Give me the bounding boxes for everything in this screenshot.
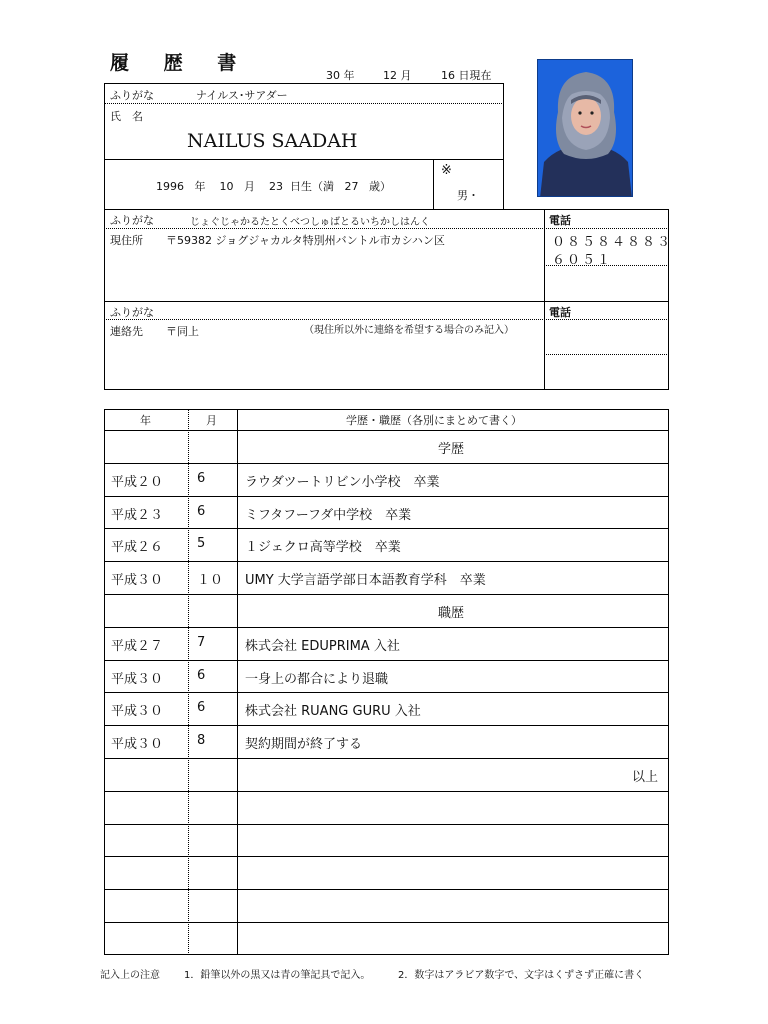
date-day: 16 日現在 xyxy=(441,69,492,82)
history-content: 株式会社 RUANG GURU 入社 xyxy=(245,704,421,719)
applicant-photo xyxy=(537,59,633,197)
history-content: UMY 大学言語学部日本語教育学科 卒業 xyxy=(245,573,486,588)
history-month: 6 xyxy=(197,668,206,683)
address-phone-2: ６０５１ xyxy=(552,253,613,268)
history-month: １０ xyxy=(197,573,224,588)
col-month-header: 月 xyxy=(206,414,217,427)
furigana-name: ナイルス･サアダー xyxy=(196,89,288,102)
address-phone-1: ０８５８４８８３ xyxy=(552,235,673,250)
address-furigana: じょぐじゃかるたとくべつしゅばとるいちかしはんく xyxy=(190,217,430,228)
history-year: 平成２０ xyxy=(111,475,164,490)
footer-label: 記入上の注意 xyxy=(100,970,160,981)
history-month: 7 xyxy=(197,635,206,650)
name-label: 氏 名 xyxy=(110,110,143,123)
history-year: 平成３０ xyxy=(111,737,164,752)
footer-note-2: 2．数字はアラビア数字で、文字はくずさず正確に書く xyxy=(398,970,645,981)
history-content: ミフタフーフダ中学校 卒業 xyxy=(245,508,412,523)
page-title: 履 歴 書 xyxy=(110,52,251,74)
address-furigana-label: ふりがな xyxy=(110,214,154,227)
gender: 男・ xyxy=(457,189,479,202)
furigana-label: ふりがな xyxy=(110,89,154,102)
col-year-header: 年 xyxy=(140,414,151,427)
applicant-name: NAILUS SAADAH xyxy=(187,130,358,152)
history-content: ラウダツートリビン小学校 卒業 xyxy=(245,475,440,490)
history-content: 職歴 xyxy=(438,606,465,621)
footer-note-1: 1．鉛筆以外の黒又は青の筆記具で記入。 xyxy=(184,970,371,981)
history-year: 平成３０ xyxy=(111,672,164,687)
contact-value: 〒同上 xyxy=(166,325,199,338)
history-year: 平成３０ xyxy=(111,704,164,719)
history-content: 株式会社 EDUPRIMA 入社 xyxy=(245,639,400,654)
history-content: １ジェクロ高等学校 卒業 xyxy=(245,540,401,555)
history-month: 5 xyxy=(197,536,206,551)
history-month: 6 xyxy=(197,700,206,715)
history-year: 平成３０ xyxy=(111,573,164,588)
address-phone-label: 電話 xyxy=(549,214,571,227)
history-year: 平成２６ xyxy=(111,540,164,555)
history-year: 平成２７ xyxy=(111,639,164,654)
note-mark: ※ xyxy=(441,163,452,178)
history-content: 契約期間が終了する xyxy=(245,737,363,752)
history-month: 6 xyxy=(197,504,206,519)
date-year: 30 年 xyxy=(326,69,355,82)
history-content: 以上 xyxy=(632,770,659,785)
birth-date: 1996 年 10 月 23 日生（満 27 歳） xyxy=(156,180,391,193)
history-month: 8 xyxy=(197,733,206,748)
history-year: 平成２３ xyxy=(111,508,164,523)
col-content-header: 学歴・職歴（各別にまとめて書く） xyxy=(346,414,522,427)
contact-note: （現住所以外に連絡を希望する場合のみ記入） xyxy=(304,325,514,336)
contact-phone-label: 電話 xyxy=(549,306,571,319)
contact-furigana-label: ふりがな xyxy=(110,306,154,319)
history-content: 学歴 xyxy=(438,442,465,457)
address-label: 現住所 xyxy=(110,234,143,247)
address-value: 〒59382 ジョグジャカルタ特別州バントル市カシハン区 xyxy=(166,234,445,247)
history-month: 6 xyxy=(197,471,206,486)
contact-label: 連絡先 xyxy=(110,325,143,338)
date-month: 12 月 xyxy=(383,69,412,82)
history-content: 一身上の都合により退職 xyxy=(245,672,389,687)
